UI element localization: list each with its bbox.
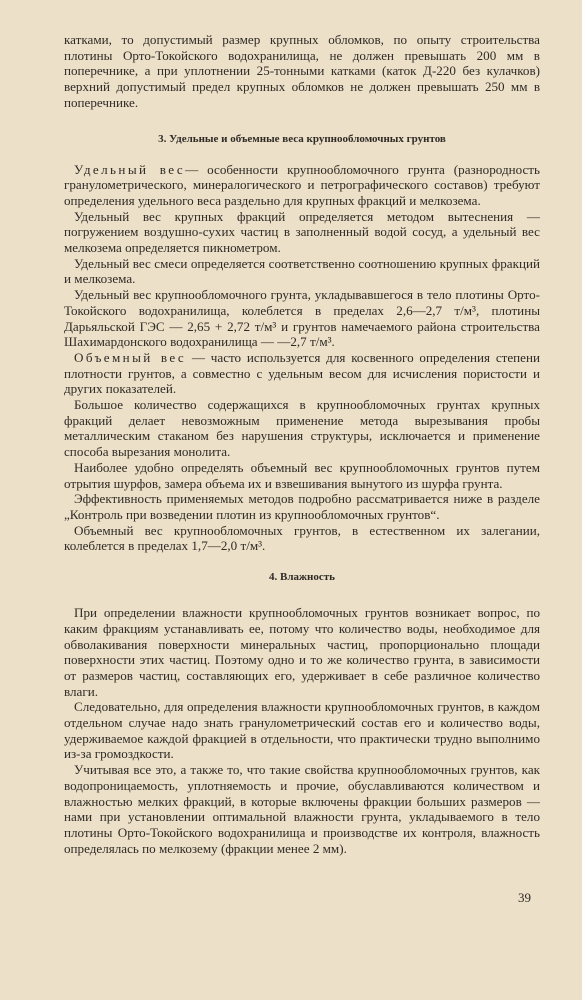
paragraph-moisture-question: При определении влажности крупнообломочных грунтов возникает вопрос, по каким фракциям устанавливать ее, потому что количество воды, необходимое для обволакивания поверхности минеральных частиц, пропорционально площади поверхности этих частиц. Поэтому одно и то же количество грунта, в зависимости от размеров частиц, составляющих его, удерживает в себе различное количество влаги. [64,605,540,699]
paragraph-bulk-weight [64,350,540,397]
paragraph-dam-values: Удельный вес крупнообломочного грунта, укладывавшегося в тело плотины Орто-Токойского водохранилища, колеблется в пределах 2,6—2,7 т/м³, плотины Дарьяльской ГЭС — 2,65 + 2,72 т/м³ и грунтов намечаемого района строительства Шахимардонского водохранилища — —2,7 т/м³. [64,287,540,350]
paragraph-moisture-method: Учитывая все это, а также то, что такие свойства крупнообломочных грунтов, как водопроницаемость, уплотняемость и прочие, обуславливаются количеством и влажностью мелких фракций, в которые включены фракции больших размеров — нами при установлении оптимальной влажности грунта, укладываемого в тело плотины Орто-Токойского водохранилища и производстве их контроля, влажность определялась по мелкозему (фракции менее 2 мм). [64,762,540,856]
paragraph-text: — особенности крупнообломочного грунта (разнородность гранулометрического, минералогического и петрографического составов) требуют определения удельного веса раздельно для крупных фракций и мелкозема. [64,161,540,208]
paragraph-effectiveness: Эффективность применяемых методов подробно рассматривается ниже в разделе „Контроль при возведении плотин из крупнообломочных грунтов“. [64,491,540,522]
section-heading-specific-weights: 3. Удельные и объемные веса крупнообломочных грунтов [158,132,446,145]
paragraph-coarse-fractions: Удельный вес крупных фракций определяется методом вытеснения — погружением воздушно-сухих частиц в заполненный водой сосуд, а удельный вес мелкозема определяется пикнометром. [64,208,540,256]
term-specific-weight: Удельный вес [74,161,186,177]
paragraph-mixture: Удельный вес смеси определяется соответственно соотношению крупных фракций и мелкозема. [64,255,540,287]
page-number: 39 [518,890,531,905]
paragraph-specific-weight [64,162,540,209]
paragraph-text: — часто используется для косвенного определения степени плотности грунтов, а совместно с удельным весом для исчисления пористости и других показателей. [64,349,540,397]
intro-paragraph: катками, то допустимый размер крупных обломков, по опыту строительства плотины Орто-Токойского водохранилища, не должен превышать 200 мм в поперечнике, а при уплотнении 25-тонными катками (каток Д-220 без кулачков) верхний допустимый предел крупных обломков не должен превышать 250 мм в поперечнике. [64,32,540,110]
paragraph-moisture-consequence: Следовательно, для определения влажности крупнообломочных грунтов, в каждом отдельном случае надо знать гранулометрический состав его и количество воды, удерживаемое каждой фракцией в отдельности, что практически трудно выполнимо из-за громоздкости. [64,699,540,762]
paragraph-pits: Наиболее удобно определять объемный вес крупнообломочных грунтов путем отрытия шурфов, замера объема их и взвешивания вынутого из шурфа грунта. [64,459,540,491]
term-bulk-weight: Объемный вес [74,349,187,365]
section-heading-moisture: 4. Влажность [269,571,335,584]
page-body [64,32,540,856]
paragraph-cutting-method: Большое количество содержащихся в крупнообломочных грунтах крупных фракций делает невозможным применение метода вырезывания пробы металлическим стаканом без нарушения структуры, исключается и применение способа вырезания монолита. [64,397,540,460]
paragraph-natural-bulk-weight: Объемный вес крупнообломочных грунтов, в естественном их залегании, колеблется в пределах 1,7—2,0 т/м³. [64,522,540,554]
